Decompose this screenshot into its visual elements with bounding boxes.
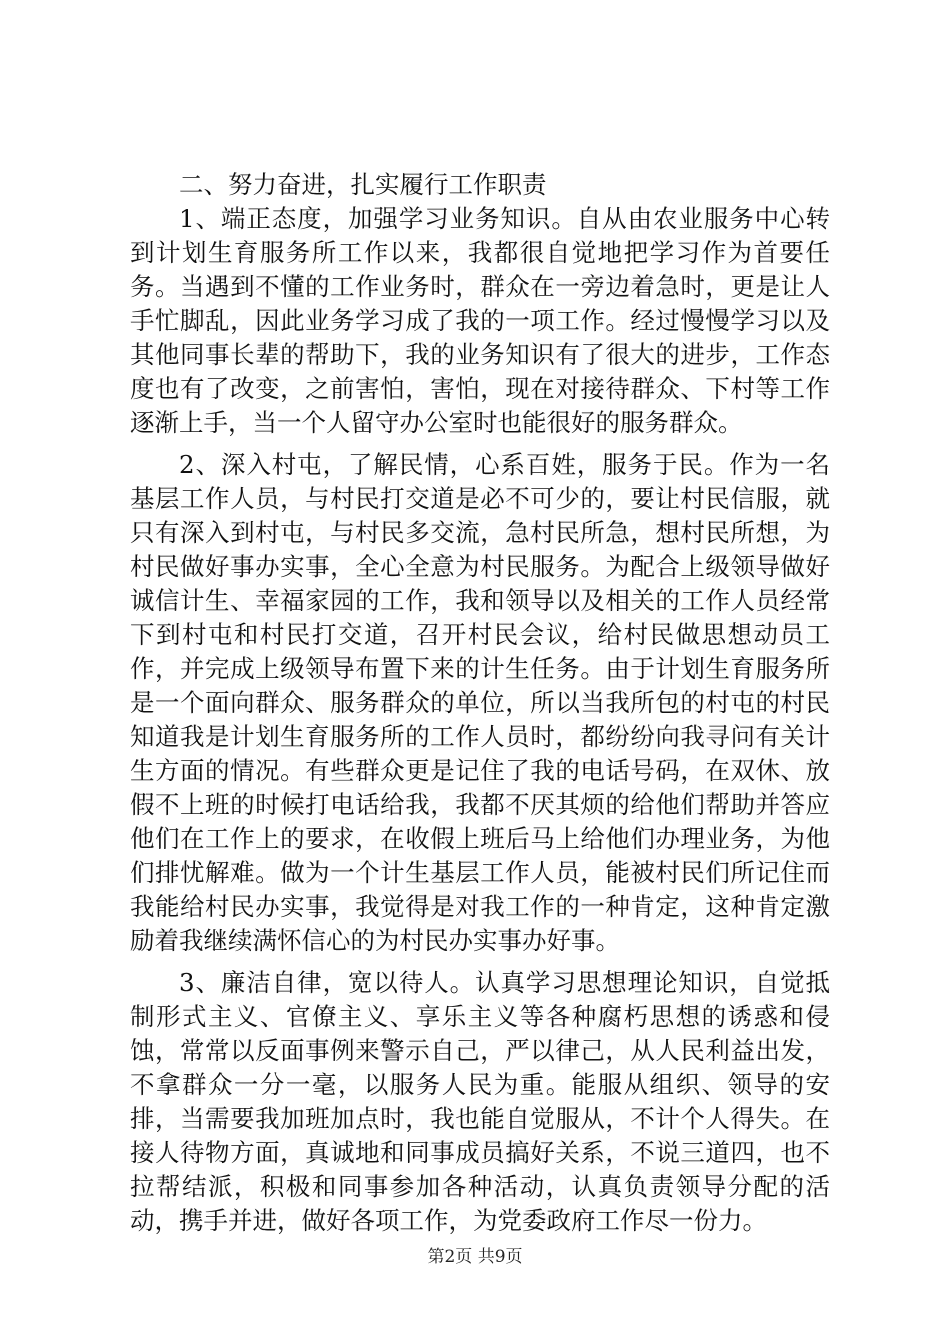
paragraph-1: 1、端正态度，加强学习业务知识。自从由农业服务中心转到计划生育服务所工作以来，我都很自觉地把学习作为首要任务。当遇到不懂的工作业务时，群众在一旁边着急时，更是让人手忙脚乱，因此业务学习成了我的一项工作。经过慢慢学习以及其他同事长辈的帮助下，我的业务知识有了很大的进步，工作态度也有了改变，之前害怕，害怕，现在对接待群众、下村等工作逐渐上手，当一个人留守办公室时也能很好的服务群众。 (130, 204, 830, 437)
page-footer (0, 1246, 950, 1268)
paragraph-2: 2、深入村屯，了解民情，心系百姓，服务于民。作为一名基层工作人员，与村民打交道是必不可少的，要让村民信服，就只有深入到村屯，与村民多交流，急村民所急，想村民所想，为村民做好事办实事，全心全意为村民服务。为配合上级领导做好诚信计生、幸福家园的工作，我和领导以及相关的工作人员经常下到村屯和村民打交道，召开村民会议，给村民做思想动员工作，并完成上级领导布置下来的计生任务。由于计划生育服务所是一个面向群众、服务群众的单位，所以当我所包的村屯的村民知道我是计划生育服务所的工作人员时，都纷纷向我寻问有关计生方面的情况。有些群众更是记住了我的电话号码，在双休、放假不上班的时候打电话给我，我都不厌其烦的给他们帮助并答应他们在工作上的要求，在收假上班后马上给他们办理业务，为他们排忧解难。做为一个计生基层工作人员，能被村民们所记住而我能给村民办实事，我觉得是对我工作的一种肯定，这种肯定激励着我继续满怀信心的为村民办实事办好事。 (130, 450, 830, 955)
page-number-label: 第2页 共9页 (427, 1247, 523, 1267)
document-body (130, 168, 830, 1246)
paragraph-3: 3、廉洁自律，宽以待人。认真学习思想理论知识，自觉抵制形式主义、官僚主义、享乐主义等各种腐朽思想的诱惑和侵蚀，常常以反面事例来警示自己，严以律己，从人民利益出发，不拿群众一分一毫，以服务人民为重。能服从组织、领导的安排，当需要我加班加点时，我也能自觉服从，不计个人得失。在接人待物方面，真诚地和同事成员搞好关系，不说三道四，也不拉帮结派，积极和同事参加各种活动，认真负责领导分配的活动，携手并进，做好各项工作，为党委政府工作尽一份力。 (130, 968, 830, 1235)
section-heading: 二、努力奋进，扎实履行工作职责 (179, 170, 547, 199)
